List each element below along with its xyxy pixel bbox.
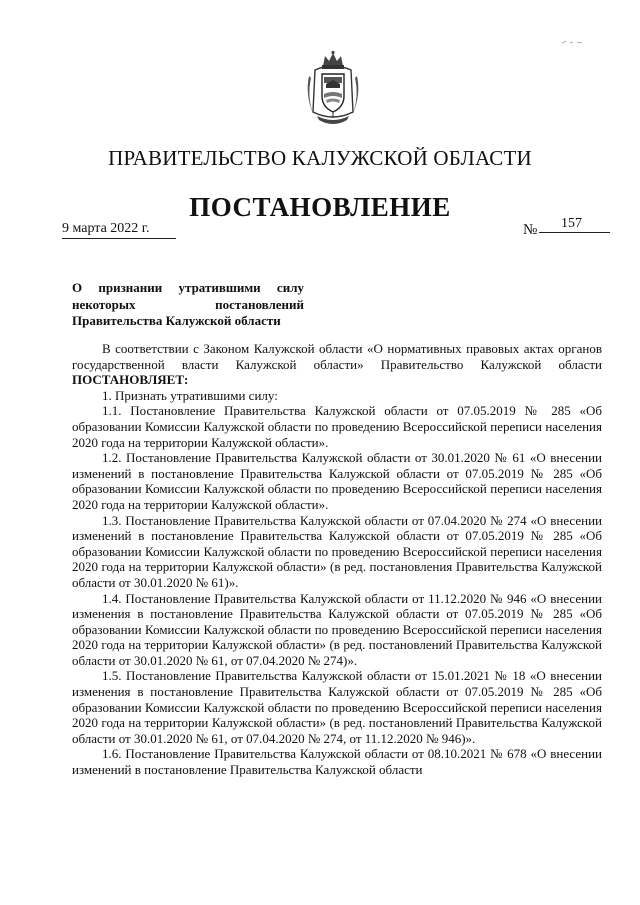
document-body [72,341,602,778]
subject-line: Правительства Калужской области [72,313,281,328]
intro-text: В соответствии с Законом Калужской области «О нормативных правовых актах органов государственной власти Калужской области» Правительство Калужской области [72,341,602,372]
item-paragraph: 1.6. Постановление Правительства Калужской области от 08.10.2021 № 678 «О внесении изменений в постановление Правительства Калужской области [72,746,602,778]
item-paragraph: 1.3. Постановление Правительства Калужской области от 07.04.2020 № 274 «О внесении изменений в постановление Правительства Калужской области от 07.05.2019 № 285 «Об образовании Комиссии Калужской области по проведению Всероссийской переписи населения 2020 года на территории Калужской области» (в ред. постановления Правительства Калужской области от 30.01.2020 № 61)». [72,512,602,590]
intro-paragraph [72,341,602,388]
subject-line: О признании утратившими силу [72,280,304,295]
number-label: № [523,222,538,238]
scan-mark-icon [560,38,588,46]
resolves-word: ПОСТАНОВЛЯЕТ [72,372,184,388]
document-date: 9 марта 2022 г. [62,221,176,239]
item-paragraph: 1.2. Постановление Правительства Калужской области от 30.01.2020 № 61 «О внесении изменений в постановление Правительства Калужской области от 07.05.2019 № 285 «Об образовании Комиссии Калужской области по проведению Всероссийской переписи населения 2020 года на территории Калужской области». [72,450,602,512]
document-number: 157 [539,216,610,233]
document-type-title: ПОСТАНОВЛЕНИЕ [189,192,451,222]
coat-of-arms-icon [303,50,363,126]
item-paragraph: 1. Признать утратившими силу: [102,387,278,403]
intro-colon: : [184,372,189,388]
document-subject [72,280,304,330]
item-paragraph: 1.1. Постановление Правительства Калужской области от 07.05.2019 № 285 «Об образовании Комиссии Калужской области по проведению Всероссийской переписи населения 2020 года на территории Калужской области». [72,403,602,450]
item-paragraph: 1.5. Постановление Правительства Калужской области от 15.01.2021 № 18 «О внесении изменения в постановление Правительства Калужской области от 07.05.2019 № 285 «Об образовании Комиссии Калужской области по проведению Всероссийской переписи населения 2020 года на территории Калужской области» (в ред. постановлений Правительства Калужской области от 30.01.2020 № 61, от 07.04.2020 № 274, от 11.12.2020 № 946)». [72,668,602,746]
government-title: ПРАВИТЕЛЬСТВО КАЛУЖСКОЙ ОБЛАСТИ [108,146,532,170]
item-paragraph: 1.4. Постановление Правительства Калужской области от 11.12.2020 № 946 «О внесении изменения в постановление Правительства Калужской области от 07.05.2019 № 285 «Об образовании Комиссии Калужской области по проведению Всероссийской переписи населения 2020 года на территории Калужской области» (в ред. постановлений Правительства Калужской области от 30.01.2020 № 61, от 07.04.2020 № 274)». [72,590,602,668]
subject-line: некоторых постановлений [72,296,304,312]
